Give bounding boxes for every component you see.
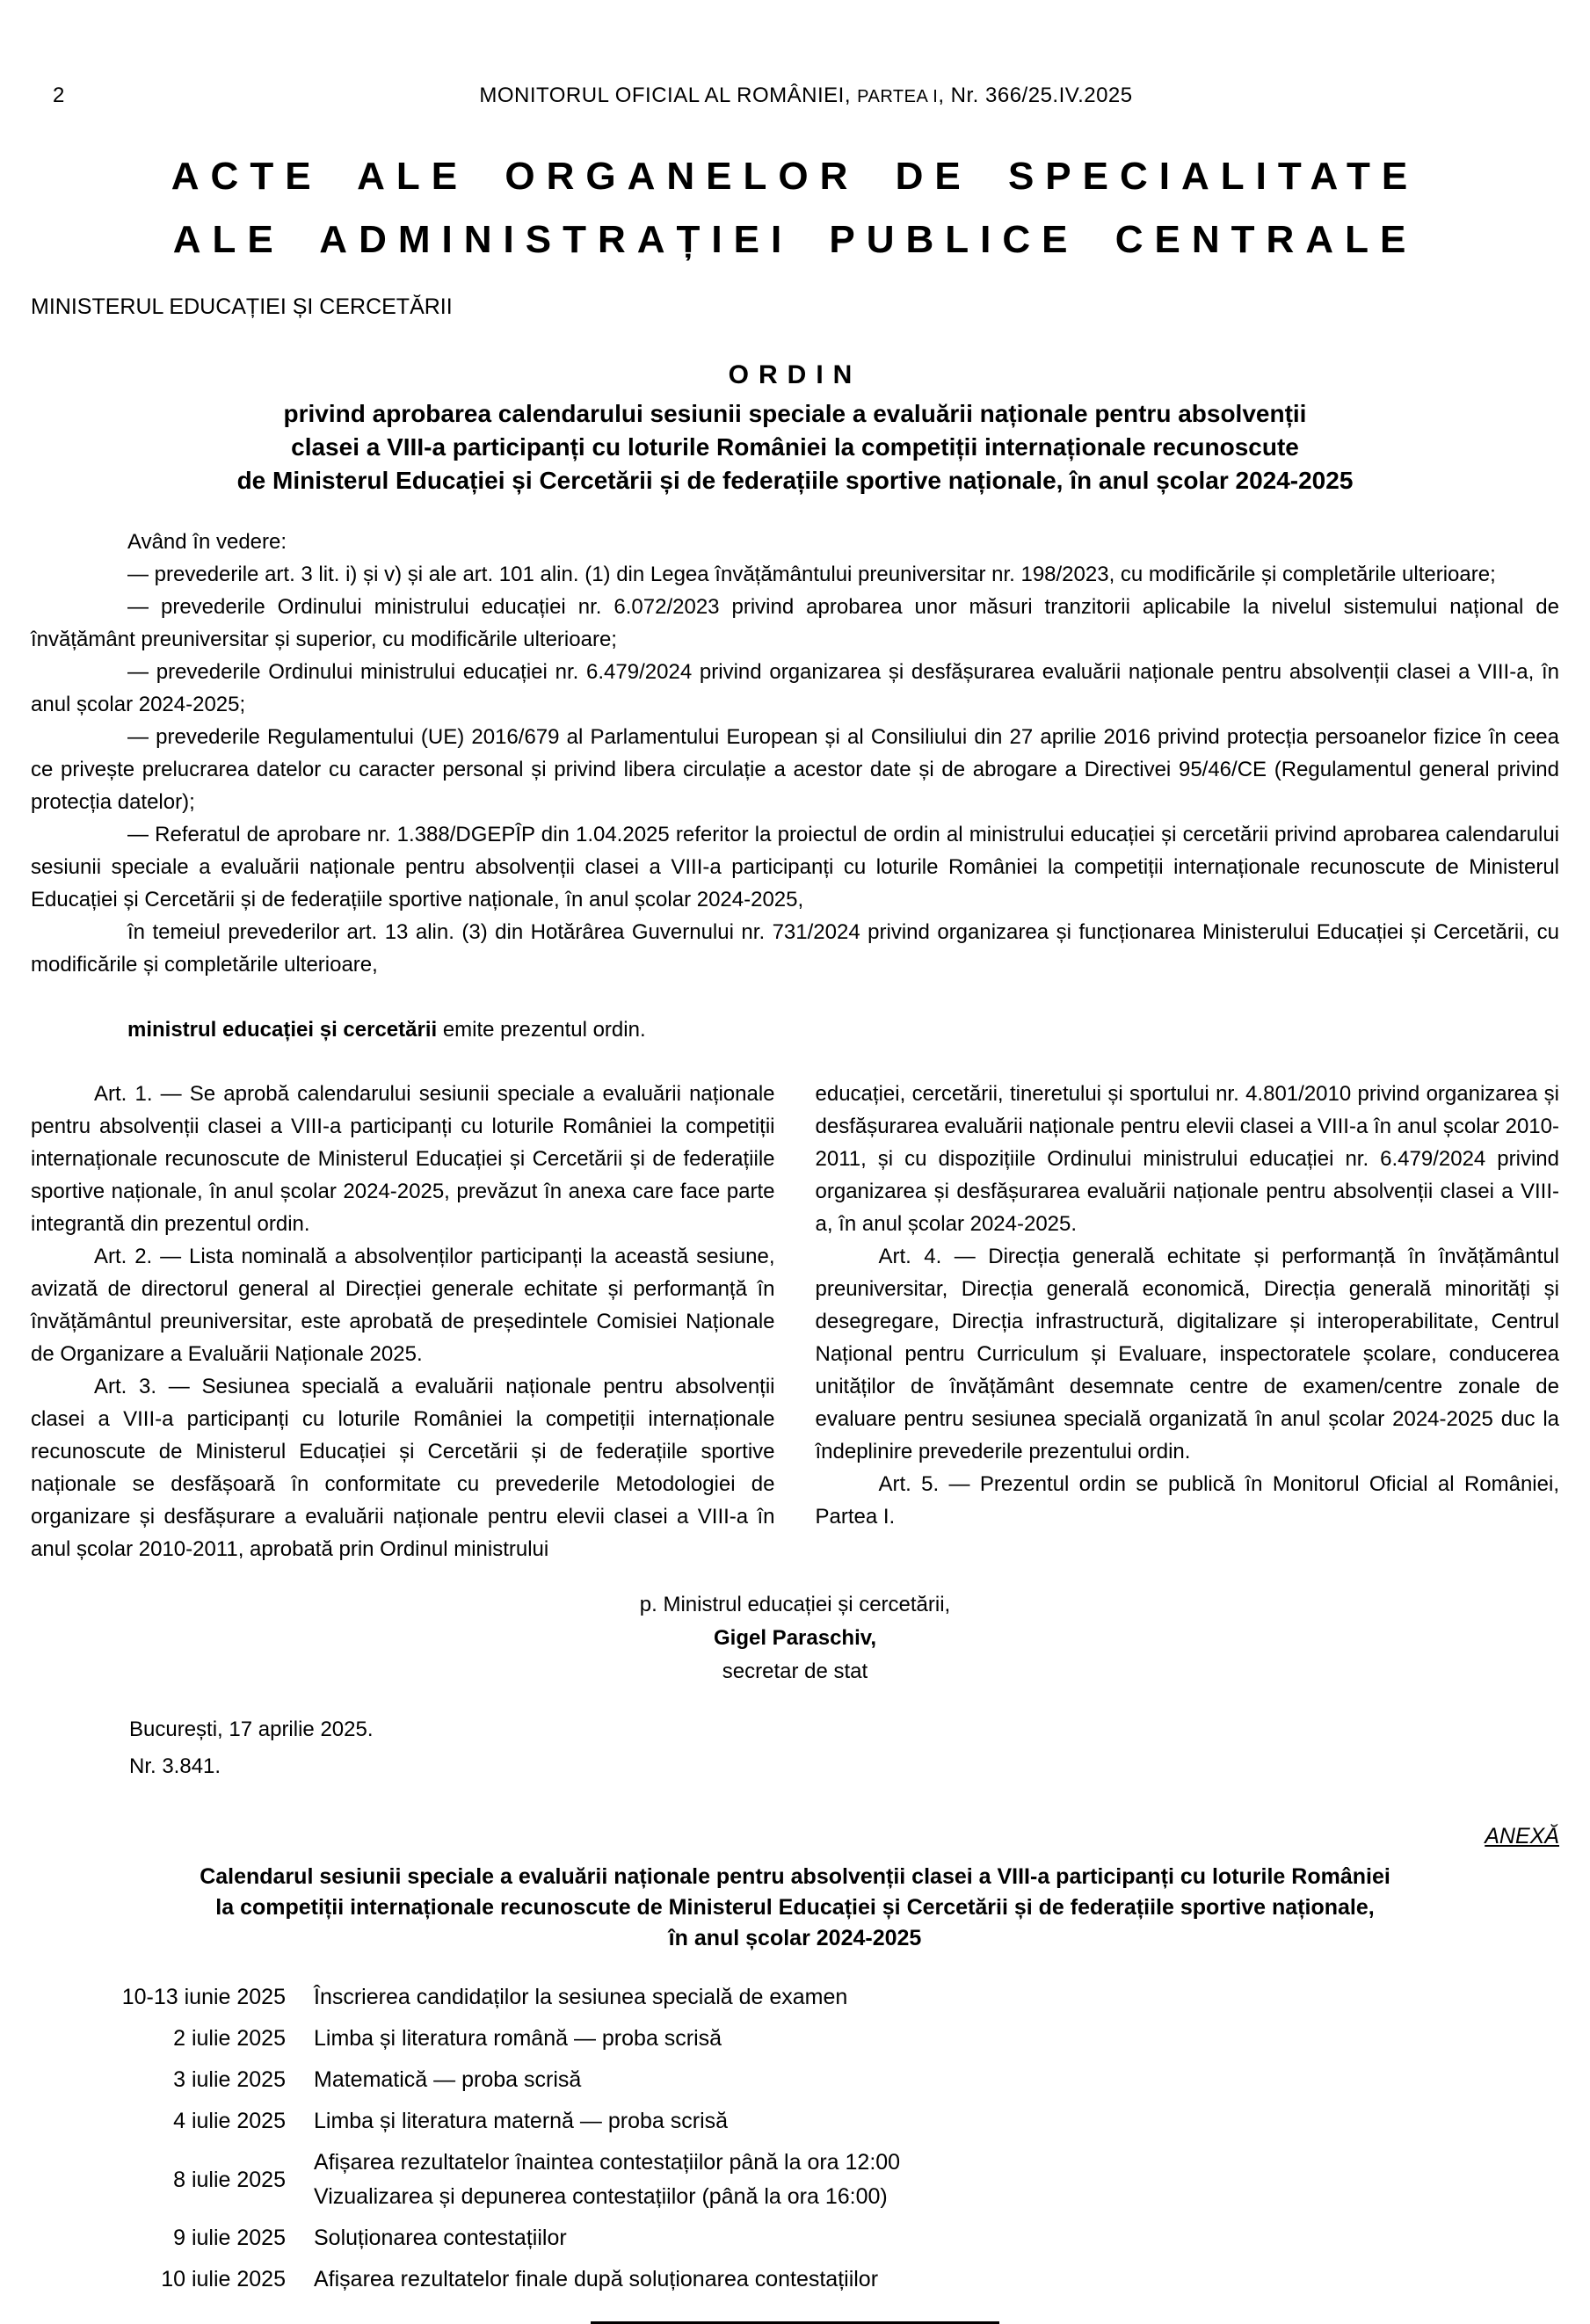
calendar-date: 8 iulie 2025 — [173, 2167, 286, 2192]
article-2: Art. 2. — Lista nominală a absolvenților participanți la această sesiune, avizată de directorul general al Direcției generale echitate și performanță în învățământul preuniversitar, este aprobată de președintele Comisiei Naționale de Organizare a Evaluării Naționale 2025. — [31, 1245, 775, 1366]
signature-name: Gigel Paraschiv, — [714, 1626, 876, 1650]
annex-label-text: ANEXĂ — [1485, 1824, 1559, 1848]
order-subtitle — [31, 397, 1559, 497]
preamble-paragraph: — prevederile Regulamentului (UE) 2016/679 al Parlamentului European și al Consiliului din 27 aprilie 2016 privind protecția persoanelor fizice în ceea ce privește prelucrarea datelor cu caracter personal și privind libera circulație a acestor date și de abrogare a Directivei 95/46/CE (Regulamentul general privind protecția datelor); — [31, 725, 1559, 814]
calendar-activity-line: Limba și literatura maternă — proba scrisă — [314, 2109, 729, 2133]
table-row — [31, 2059, 900, 2101]
masthead-part: PARTEA I — [857, 87, 939, 106]
calendar-activity — [314, 1977, 900, 2018]
order-subtitle-line3: de Ministerul Educației și Cercetării și de federațiile sportive naționale, în anul școlar 2024-2025 — [236, 467, 1354, 494]
calendar-date: 2 iulie 2025 — [173, 2026, 286, 2051]
signature-block — [31, 1588, 1559, 1689]
article-3-start: Art. 3. — Sesiunea specială a evaluării naționale pentru absolvenții clasei a VIII-a participanți cu loturile României la competiții internaționale recunoscute de Ministerul Educației și Cercetării și de federațiile sportive naționale se desfășoară în conformitate cu prevederile Metodologiei de organizare și desfășurare a evaluării naționale pentru elevii clasei a VIII-a în anul școlar 2010-2011, aprobată prin Ordinul ministrului — [31, 1375, 775, 1561]
calendar-activity — [314, 2101, 900, 2142]
table-row — [31, 1977, 900, 2018]
calendar-activity-line: Înscrierea candidaților la sesiunea specială de examen — [314, 1985, 848, 2009]
annex-title-line1: Calendarul sesiunii speciale a evaluării naționale pentru absolvenții clasei a VIII-a participanți cu loturile României — [200, 1864, 1390, 1889]
articles-columns — [31, 1078, 1559, 1565]
table-row — [31, 2018, 900, 2059]
signature-title: secretar de stat — [722, 1659, 868, 1683]
issue-place-date: București, 17 aprilie 2025. — [129, 1718, 374, 1741]
calendar-activity — [314, 2018, 900, 2059]
table-row — [31, 2218, 900, 2259]
calendar-activity-line: Soluționarea contestațiilor — [314, 2226, 567, 2250]
annex-title-line3: în anul școlar 2024-2025 — [668, 1926, 922, 1950]
article-3-continuation: educației, cercetării, tineretului și sportului nr. 4.801/2010 privind organizarea și desfășurarea evaluării naționale pentru elevii clasei a VIII-a în anul școlar 2010-2011, și cu dispozițiile Ordinului ministrului educației nr. 6.479/2024 privind organizarea și desfășurarea evaluării naționale pentru absolvenții clasei a VIII-a, în anul școlar 2024-2025. — [815, 1082, 1559, 1236]
enacting-formula — [31, 1013, 1559, 1046]
issue-number: Nr. 3.841. — [129, 1754, 221, 1778]
calendar-activity — [314, 2059, 900, 2101]
calendar-table — [31, 1977, 900, 2300]
article-1: Art. 1. — Se aprobă calendarului sesiunii speciale a evaluării naționale pentru absolvenții clasei a VIII-a participanți cu loturile României la competiții internaționale recunoscute de Ministerul Educației și Cercetării și de federațiile sportive naționale, în anul școlar 2024-2025, prevăzut în anexa care face parte integrantă din prezentul ordin. — [31, 1082, 775, 1236]
annex-label — [31, 1824, 1559, 1849]
enacting-rest: emite prezentul ordin. — [437, 1018, 646, 1042]
articles-right-column — [816, 1078, 1560, 1565]
preamble-paragraph: — prevederile Ordinului ministrului educației nr. 6.479/2024 privind organizarea și desfășurarea evaluării naționale pentru absolvenții clasei a VIII-a, în anul școlar 2024-2025; — [31, 660, 1559, 716]
articles-left-column — [31, 1078, 775, 1565]
calendar-activity — [314, 2142, 900, 2218]
article-5: Art. 5. — Prezentul ordin se publică în Monitorul Oficial al României, Partea I. — [815, 1472, 1559, 1529]
order-heading: ORDIN — [728, 360, 862, 389]
preamble-paragraph: Având în vedere: — [127, 530, 287, 554]
masthead-issue: , Nr. 366/25.IV.2025 — [938, 84, 1133, 107]
annex-title-line2: la competiții internaționale recunoscute de Ministerul Educației și Cercetării și de federațiile sportive naționale, — [215, 1895, 1375, 1920]
calendar-activity-line: Limba și literatura română — proba scrisă — [314, 2026, 722, 2051]
section-title — [31, 145, 1559, 272]
masthead-journal: MONITORUL OFICIAL AL ROMÂNIEI, — [479, 84, 858, 107]
issue-block — [129, 1711, 1559, 1785]
masthead — [123, 84, 1489, 108]
section-title-line2: ALE ADMINISTRAȚIEI PUBLICE CENTRALE — [172, 218, 1418, 261]
table-row — [31, 2101, 900, 2142]
article-4: Art. 4. — Direcția generală echitate și performanță în învățământul preuniversitar, Direcția generală economică, Direcția generală minorități și desegregare, Direcția infrastructură, digitalizare și interoperabilitate, Centrul Național pentru Curriculum și Evaluare, inspectoratele școlare, conducerea unităților de învățământ desemnate centre de examen/centre zonale de evaluare pentru sesiunea specială organizată în anul școlar 2024-2025 duc la îndeplinire prevederile prezentului ordin. — [815, 1245, 1559, 1463]
calendar-date: 3 iulie 2025 — [173, 2067, 286, 2092]
calendar-activity-line: Afișarea rezultatelor înaintea contestațiilor până la ora 12:00 — [314, 2150, 901, 2175]
table-row — [31, 2142, 900, 2218]
preamble — [31, 526, 1559, 981]
section-title-line1: ACTE ALE ORGANELOR DE SPECIALITATE — [171, 155, 1419, 198]
annex-title — [31, 1862, 1559, 1954]
order-subtitle-line1: privind aprobarea calendarului sesiunii speciale a evaluării naționale pentru absolvenții — [283, 400, 1307, 427]
page-header — [31, 84, 1559, 108]
ministry-name: MINISTERUL EDUCAȚIEI ȘI CERCETĂRII — [31, 294, 453, 319]
calendar-activity — [314, 2259, 900, 2300]
calendar-date: 9 iulie 2025 — [173, 2226, 286, 2250]
calendar-activity-line: Afișarea rezultatelor finale după soluționarea contestațiilor — [314, 2267, 879, 2291]
preamble-paragraph: — prevederile art. 3 lit. i) și v) și ale art. 101 alin. (1) din Legea învățământului preuniversitar nr. 198/2023, cu modificările și completările ulterioare; — [127, 563, 1496, 586]
calendar-activity — [314, 2218, 900, 2259]
calendar-date: 4 iulie 2025 — [173, 2109, 286, 2133]
table-row — [31, 2259, 900, 2300]
calendar-activity-line: Vizualizarea și depunerea contestațiilor (până la ora 16:00) — [314, 2184, 888, 2209]
signature-role: p. Ministrul educației și cercetării, — [639, 1593, 951, 1616]
calendar-date: 10-13 iunie 2025 — [121, 1985, 286, 2009]
preamble-paragraph: — Referatul de aprobare nr. 1.388/DGEPÎP din 1.04.2025 referitor la proiectul de ordin al ministrului educației și cercetării privind aprobarea calendarului sesiunii speciale a evaluării naționale pentru absolvenții clasei a VIII-a participanți cu loturile României la competiții internaționale recunoscute de Ministerul Educației și Cercetării și de federațiile sportive naționale, în anul școlar 2024-2025, — [31, 823, 1559, 911]
order-subtitle-line2: clasei a VIII-a participanți cu loturile României la competiții internaționale recunoscute — [291, 433, 1299, 461]
calendar-date: 10 iulie 2025 — [161, 2267, 286, 2291]
enacting-authority: ministrul educației și cercetării — [127, 1018, 438, 1042]
preamble-paragraph: — prevederile Ordinului ministrului educației nr. 6.072/2023 privind aprobarea unor măsuri tranzitorii aplicabile la nivelul sistemului național de învățământ preuniversitar și superior, cu modificările ulterioare; — [31, 595, 1559, 651]
calendar-activity-line: Matematică — proba scrisă — [314, 2067, 582, 2092]
preamble-paragraph: în temeiul prevederilor art. 13 alin. (3) din Hotărârea Guvernului nr. 731/2024 privind organizarea și funcționarea Ministerului Educației și Cercetării, cu modificările și completările ulterioare, — [31, 920, 1559, 977]
page-number: 2 — [53, 84, 65, 107]
